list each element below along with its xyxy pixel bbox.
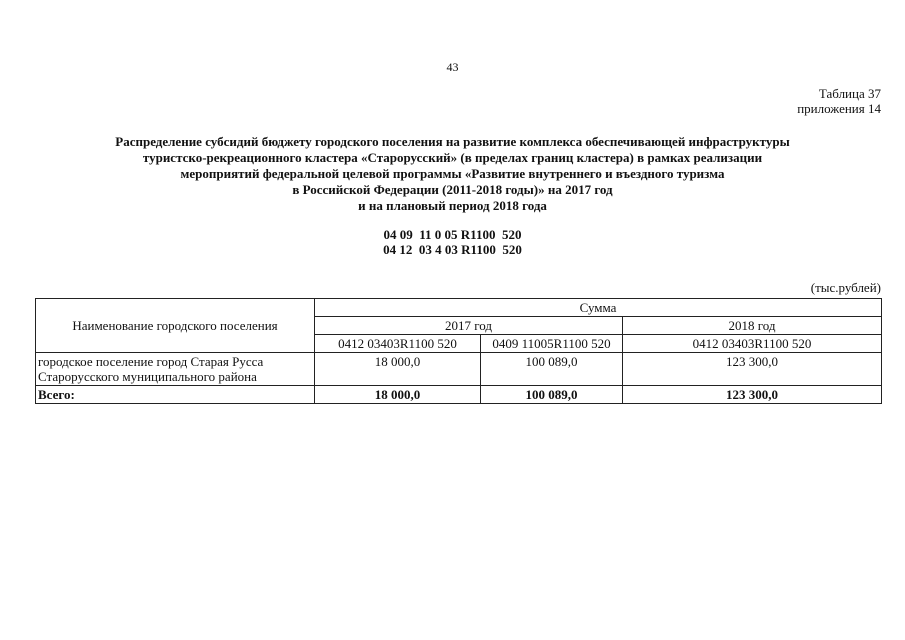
table-reference-line2: приложения 14 [797,101,881,116]
total-label: Всего: [36,386,315,404]
total-2017-b: 100 089,0 [481,386,623,404]
page-number: 43 [446,60,459,74]
table-row [36,353,882,386]
budget-code-line2: 04 12 03 4 03 R1100 520 [383,242,522,257]
header-code-2017-a: 0412 03403R1100 520 [315,335,481,353]
header-year-2018: 2018 год [623,317,882,335]
total-2017-a: 18 000,0 [315,386,481,404]
value-2017-a: 18 000,0 [315,353,481,386]
title-line1: Распределение субсидий бюджету городского поселения на развитие комплекса обеспечивающей инфраструктуры [115,134,790,149]
settlement-name [36,353,315,386]
value-2018: 123 300,0 [623,353,882,386]
header-sum: Сумма [315,299,882,317]
title-line4: в Российской Федерации (2011-2018 годы)» на 2017 год [292,182,613,197]
budget-code-line1: 04 09 11 0 05 R1100 520 [383,227,522,242]
budget-codes [0,227,905,257]
header-settlement-name: Наименование городского поселения [36,299,315,353]
header-code-2017-b: 0409 11005R1100 520 [481,335,623,353]
settlement-name-line2: Старорусского муниципального района [38,369,257,384]
units-label: (тыс.рублей) [810,280,881,295]
table-reference-line1: Таблица 37 [818,86,881,101]
subsidy-table [35,298,882,404]
value-2017-b: 100 089,0 [481,353,623,386]
header-year-2017: 2017 год [315,317,623,335]
document-title [30,134,875,214]
total-2018: 123 300,0 [623,386,882,404]
header-code-2018: 0412 03403R1100 520 [623,335,882,353]
title-line3: мероприятий федеральной целевой программы «Развитие внутреннего и въездного туризма [180,166,725,181]
title-line2: туристско-рекреационного кластера «Старорусский» (в пределах границ кластера) в рамках реализации [142,150,763,165]
header-row-sum [36,299,882,317]
title-line5: и на плановый период 2018 года [358,198,547,213]
total-row [36,386,882,404]
settlement-name-line1: городское поселение город Старая Русса [38,354,264,369]
table-reference [797,86,881,116]
